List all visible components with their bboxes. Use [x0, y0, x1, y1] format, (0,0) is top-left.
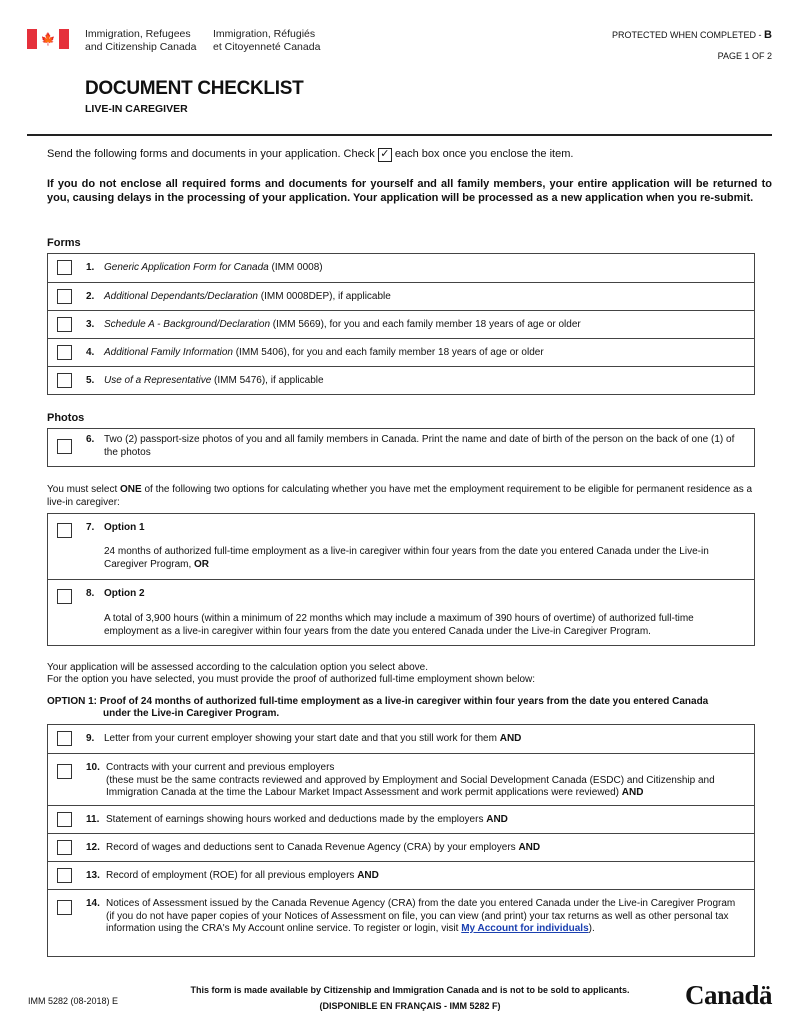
options-intro-c: of the following two options for calculating whether you have met the employment requirement to be eligible for permanent residence as a live-in caregiver: [47, 484, 753, 508]
form-name: Generic Application Form for Canada [104, 262, 269, 273]
item-number: 11. [86, 814, 100, 825]
protected-level: B [764, 29, 772, 41]
item-text [106, 842, 744, 855]
option1-heading-b: under the Live-in Caregiver Program. [103, 708, 280, 719]
item-and: AND [518, 842, 541, 853]
form-detail: (IMM 5406), for you and each family member 18 years of age or older [232, 347, 544, 358]
checkbox[interactable] [57, 900, 72, 915]
footer-notice-text: This form is made available by Citizenship and Immigration Canada and is not to be sold to applicants. [190, 985, 630, 995]
photos-table [47, 428, 755, 467]
form-id: IMM 5282 (08-2018) E [28, 996, 119, 1006]
checklist-item [48, 833, 754, 861]
footer-french: (DISPONIBLE EN FRANÇAIS - IMM 5282 F) [319, 1001, 501, 1011]
protected-label [612, 29, 772, 41]
checklist-item [48, 805, 754, 833]
dept-fr-line1: Immigration, Réfugiés [213, 28, 316, 40]
form-detail: (IMM 0008DEP), if applicable [258, 291, 391, 302]
item-number: 13. [86, 870, 100, 881]
item-text [106, 870, 744, 883]
form-detail: (IMM 0008) [268, 262, 323, 273]
checkbox[interactable] [57, 840, 72, 855]
form-detail: (IMM 5669), for you and each family member 18 years of age or older [270, 319, 581, 330]
item-text [104, 291, 744, 304]
assess-line1: Your application will be assessed according to the calculation option you select above. [47, 662, 428, 673]
dept-en-line2: and Citizenship Canada [85, 41, 197, 53]
footer-notice [150, 982, 670, 1014]
item-number: 9. [86, 733, 95, 744]
option-text [104, 546, 744, 571]
canada-wordmark: Canadä [684, 980, 772, 1010]
item-number: 6. [86, 434, 95, 445]
dept-en-line1: Immigration, Refugees [85, 28, 191, 40]
form-detail: (IMM 5476), if applicable [211, 375, 324, 386]
item-number: 3. [86, 319, 95, 330]
checklist-item [48, 429, 754, 466]
item-number: 10. [86, 762, 100, 773]
item-number: 7. [86, 522, 95, 533]
proof-table [47, 724, 755, 957]
checkbox[interactable] [57, 345, 72, 360]
photos-label: Photos [47, 412, 85, 424]
forms-label: Forms [47, 237, 81, 249]
option-or: OR [194, 558, 210, 570]
item-number: 8. [86, 588, 95, 599]
item-text-detail: (these must be the same contracts reviewed and approved by Employment and Social Development Canada (ESDC) and Citizenship and Immigration Canada at the time the Labour Market Impact Assessment and work permit applications were reviewed) [106, 774, 715, 798]
option-1-item [48, 514, 754, 579]
page-title: DOCUMENT CHECKLIST [85, 78, 304, 99]
option-title: Option 2 [104, 588, 145, 599]
option-title: Option 1 [104, 522, 145, 533]
item-number: 1. [86, 262, 95, 273]
item-and: AND [357, 870, 379, 881]
item-text-body: Notices of Assessment issued by the Canada Revenue Agency (CRA) from the date you entered Canada under the Live-in Caregiver Program (if you do not have paper copies of your Notices of Assessment on file, you can view (and print) your tax returns as well as other personal tax information using the CRA's My Account online service. To register or login, visit [106, 898, 736, 934]
item-and: AND [499, 733, 522, 744]
my-account-link[interactable]: My Account for individuals [461, 923, 589, 934]
warning-text: If you do not enclose all required forms and documents for yourself and all family members, your entire application will be returned to you, causing delays in the processing of your application. Your application will be processed as a new application when you re-submit. [47, 178, 772, 204]
item-text-body: Record of wages and deductions sent to Canada Revenue Agency (CRA) by your employers [106, 842, 519, 853]
intro-after: each box once you enclose the item. [394, 148, 574, 160]
checklist-item [48, 725, 754, 753]
dept-fr-line2: et Citoyenneté Canada [213, 41, 321, 53]
item-text [104, 375, 744, 388]
page-number: PAGE 1 OF 2 [717, 51, 772, 61]
item-number: 14. [86, 898, 100, 909]
item-text [104, 319, 744, 332]
item-text: Two (2) passport-size photos of you and all family members in Canada. Print the name and date of birth of the person on the back of one (1) of the photos [104, 434, 735, 458]
checkbox[interactable] [57, 731, 72, 746]
checklist-item [48, 310, 754, 338]
options-intro-a: You must select [47, 484, 121, 495]
item-number: 5. [86, 375, 95, 386]
option1-heading [47, 696, 772, 720]
item-text [106, 762, 744, 800]
item-and: AND [486, 814, 508, 825]
item-number: 12. [86, 842, 100, 853]
forms-table [47, 253, 755, 395]
checklist-item [48, 254, 754, 282]
item-number: 4. [86, 347, 95, 358]
option-text-body: 24 months of authorized full-time employment as a live-in caregiver within four years from the date you entered Canada under the Live-in Caregiver Program, [104, 546, 709, 570]
item-and: AND [621, 787, 644, 798]
checkbox[interactable] [57, 439, 72, 454]
protected-text: PROTECTED WHEN COMPLETED - [612, 30, 765, 40]
item-text-body: Record of employment (ROE) for all previous employers [106, 870, 358, 881]
checklist-item [48, 889, 754, 956]
department-name-en [85, 28, 197, 54]
checkbox[interactable] [57, 764, 72, 779]
options-intro [47, 483, 772, 509]
item-text [104, 347, 744, 360]
checkbox[interactable] [57, 289, 72, 304]
checklist-item [48, 366, 754, 394]
item-text [104, 262, 744, 275]
canada-flag-icon: 🍁 [27, 29, 69, 49]
options-intro-b: ONE [120, 484, 142, 495]
option-2-item [48, 579, 754, 645]
checklist-item [48, 753, 754, 805]
option-text: A total of 3,900 hours (within a minimum of 22 months which may include a maximum of 390 hours of overtime) of authorized full-time employment as a live-in caregiver within four years from the date you entered Canada under the Live-in Caregiver Program. [104, 613, 694, 637]
item-number: 2. [86, 291, 95, 302]
form-name: Additional Family Information [104, 347, 233, 358]
item-text [106, 814, 744, 827]
checkbox[interactable] [57, 812, 72, 827]
checkmark-box-icon: ✓ [378, 148, 392, 162]
department-name-fr [213, 28, 320, 54]
checklist-item [48, 282, 754, 310]
checklist-item [48, 338, 754, 366]
page-subtitle: LIVE-IN CAREGIVER [85, 103, 188, 115]
option1-heading-a: OPTION 1: Proof of 24 months of authorized full-time employment as a live-in caregiver within four years from the date you entered Canada [47, 696, 709, 707]
checkbox[interactable] [57, 868, 72, 883]
checkbox[interactable] [57, 317, 72, 332]
checklist-item [48, 861, 754, 889]
item-text-body: Letter from your current employer showing your start date and that you still work for them [104, 733, 500, 744]
item-text [104, 733, 744, 746]
intro-before: Send the following forms and documents in your application. Check [47, 148, 375, 160]
item-text-body: Contracts with your current and previous employers [106, 762, 335, 773]
item-text [106, 898, 744, 936]
form-name: Schedule A - Background/Declaration [104, 319, 271, 330]
form-name: Additional Dependants/Declaration [104, 291, 258, 302]
checkbox[interactable] [57, 260, 72, 275]
instructions [47, 147, 772, 162]
form-name: Use of a Representative [104, 375, 212, 386]
item-text-body: Statement of earnings showing hours worked and deductions made by the employers [106, 814, 487, 825]
assess-line2: For the option you have selected, you must provide the proof of authorized full-time employment shown below: [47, 674, 536, 685]
checkbox[interactable] [57, 373, 72, 388]
assessment-note [47, 662, 772, 686]
item-text-end: ). [588, 923, 595, 934]
checkbox[interactable] [57, 523, 72, 538]
checkbox[interactable] [57, 589, 72, 604]
options-table [47, 513, 755, 646]
divider [27, 134, 772, 136]
